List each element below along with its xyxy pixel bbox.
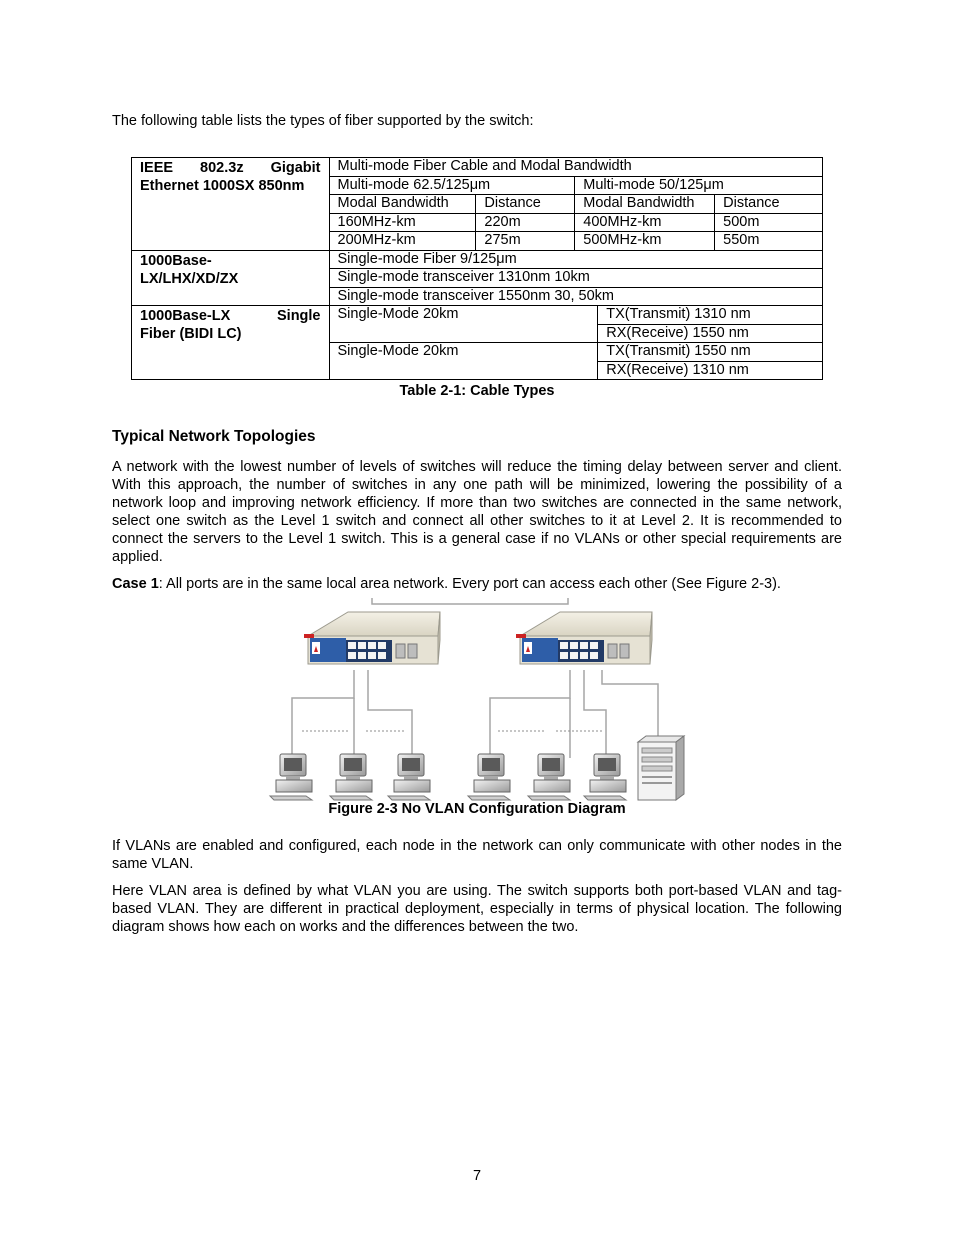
col-modal-62: Modal Bandwidth xyxy=(329,195,476,214)
table-row xyxy=(132,306,823,325)
mm50-cell: Multi-mode 50/125μm xyxy=(575,176,823,195)
paragraph-vlan-area: Here VLAN area is defined by what VLAN you are using. The switch supports both port-based VLAN and tag-based VLAN. They are different in practical deployment, especially in terms of physical location. The following diagram shows how each on works and the differences between the two. xyxy=(112,883,842,935)
table-cell: 500m xyxy=(715,213,823,232)
group1-header-line2: Ethernet 1000SX 850nm xyxy=(140,178,305,194)
switch-1 xyxy=(304,612,440,664)
mode-a-tx: TX(Transmit) 1310 nm xyxy=(598,306,823,325)
case1-text: : All ports are in the same local area network. Every port can access each other (See Figure 2-3). xyxy=(158,576,781,592)
switch1-cables xyxy=(292,670,412,758)
switch2-cables xyxy=(490,670,658,758)
group2-header xyxy=(132,250,330,306)
group1-header-line1: IEEE 802.3z Gigabit xyxy=(140,160,321,176)
pc-4 xyxy=(468,754,510,800)
case1-paragraph xyxy=(112,575,842,593)
pc-3 xyxy=(388,754,430,800)
table-row xyxy=(132,250,823,269)
page-number: 7 xyxy=(472,1168,482,1184)
table-cell: 275m xyxy=(476,232,575,251)
mm62-cell: Multi-mode 62.5/125μm xyxy=(329,176,575,195)
group1-title-cell: Multi-mode Fiber Cable and Modal Bandwidth xyxy=(329,158,822,177)
backbone-link xyxy=(372,598,568,604)
table-cell: 220m xyxy=(476,213,575,232)
cable-types-table xyxy=(131,157,823,380)
paragraph-vlan-enabled: If VLANs are enabled and configured, each node in the network can only communicate with other nodes in the same VLAN. xyxy=(112,838,842,872)
table-cell: Single-mode transceiver 1310nm 10km xyxy=(329,269,822,288)
mode-a-rx: RX(Receive) 1550 nm xyxy=(598,324,823,343)
mode-b-tx: TX(Transmit) 1550 nm xyxy=(598,343,823,362)
col-distance-50: Distance xyxy=(715,195,823,214)
case1-label: Case 1 xyxy=(112,576,159,592)
paragraph-topologies: A network with the lowest number of levels of switches will reduce the timing delay between server and client. With this approach, the number of switches in any one path will be minimized, lowering the possibility of a network loop and improving network efficiency. If more than two switches are connected in the same network, select one switch as the Level 1 switch and connect all other switches to it at Level 2. It is recommended to connect the servers to the Level 1 switch. This is a general case if no VLANs or other special requirements are applied. xyxy=(112,459,842,565)
table-cell: 500MHz-km xyxy=(575,232,715,251)
table-cell: Single-mode Fiber 9/125μm xyxy=(329,250,822,269)
section-heading: Typical Network Topologies xyxy=(112,428,316,445)
mode-b-cell: Single-Mode 20km xyxy=(329,343,598,380)
group1-header xyxy=(132,158,330,251)
col-distance-62: Distance xyxy=(476,195,575,214)
pc-2 xyxy=(330,754,372,800)
table-cell: 550m xyxy=(715,232,823,251)
group3-header-line1: 1000Base-LX Single xyxy=(140,308,321,324)
no-vlan-diagram xyxy=(268,598,686,802)
group2-header-line2: LX/LHX/XD/ZX xyxy=(140,270,239,287)
table-row xyxy=(132,158,823,177)
pc-5 xyxy=(528,754,570,800)
group3-header xyxy=(132,306,330,380)
intro-text: The following table lists the types of fiber supported by the switch: xyxy=(112,113,534,129)
pc-1 xyxy=(270,754,312,800)
table-cell: 200MHz-km xyxy=(329,232,476,251)
server-tower xyxy=(638,736,684,800)
col-modal-50: Modal Bandwidth xyxy=(575,195,715,214)
mode-b-rx: RX(Receive) 1310 nm xyxy=(598,361,823,380)
table-cell: 160MHz-km xyxy=(329,213,476,232)
figure-caption: Figure 2-3 No VLAN Configuration Diagram xyxy=(328,801,626,817)
mode-a-cell: Single-Mode 20km xyxy=(329,306,598,343)
group2-header-line1: 1000Base- xyxy=(140,252,212,269)
group3-header-line2: Fiber (BIDI LC) xyxy=(140,326,242,342)
table-cell: Single-mode transceiver 1550nm 30, 50km xyxy=(329,287,822,306)
switch-2 xyxy=(516,612,652,664)
table-caption: Table 2-1: Cable Types xyxy=(399,383,555,399)
table-cell: 400MHz-km xyxy=(575,213,715,232)
pc-6 xyxy=(584,754,626,800)
